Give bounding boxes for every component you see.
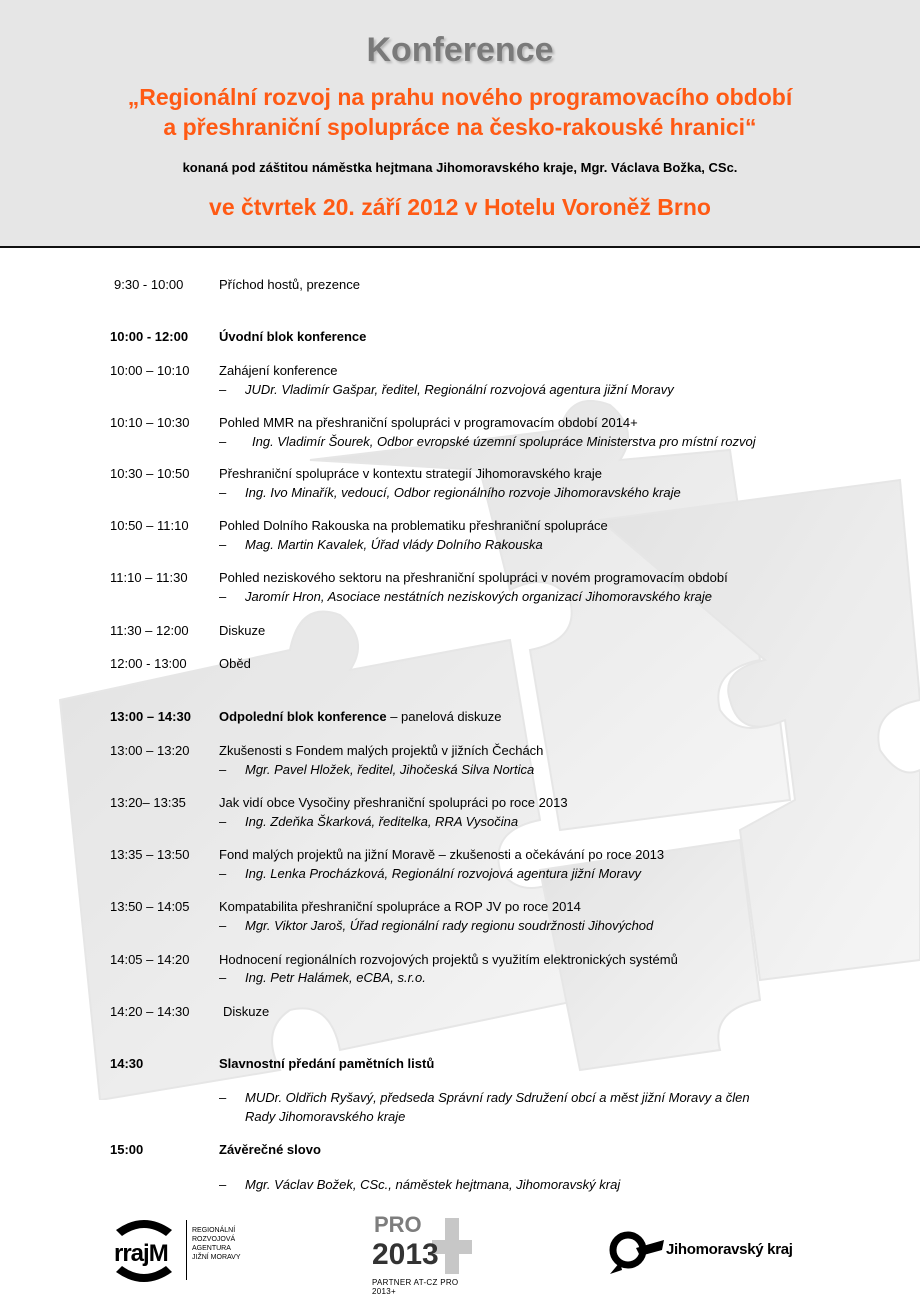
item-title: Zahájení konference [219, 363, 338, 378]
time-label: 13:50 – 14:05 [110, 899, 190, 914]
item-title: Diskuze [219, 623, 266, 638]
speaker-text: Mgr. Viktor Jaroš, Úřad regionální rady regionu soudržnosti Jihovýchod [245, 918, 654, 933]
time-label: 10:50 – 11:10 [110, 518, 189, 533]
time-label: 13:20– 13:35 [110, 795, 186, 810]
conference-subtitle-line2: a přeshraniční spolupráce na česko-rakouské hranici“ [163, 114, 757, 140]
time-label: 14:05 – 14:20 [110, 952, 190, 967]
time-label: 13:00 – 13:20 [110, 743, 190, 758]
block-title-extra: – panelová diskuze [386, 709, 502, 724]
speaker-text: Ing. Petr Halámek, eCBA, s.r.o. [245, 970, 426, 985]
time-label: 10:00 - 12:00 [110, 329, 189, 344]
speaker-text: Ing. Vladimír Šourek, Odbor evropské územní spolupráce Ministerstva pro místní rozvoj [252, 434, 756, 449]
rrajm-logo [108, 1212, 258, 1290]
time-label: 10:10 – 10:30 [110, 415, 190, 430]
item-title: Pohled Dolního Rakouska na problematiku přeshraniční spolupráce [219, 518, 608, 533]
time-label: 15:00 [110, 1142, 144, 1157]
item-title: Pohled neziskového sektoru na přeshraniční spolupráci v novém programovacím období [219, 570, 728, 585]
block-title: Úvodní blok konference [219, 329, 367, 344]
dash-bullet: – [219, 762, 227, 777]
dash-bullet: – [219, 589, 227, 604]
time-label: 13:35 – 13:50 [110, 847, 190, 862]
block-title: Závěrečné slovo [219, 1142, 321, 1157]
speaker-text: Mag. Martin Kavalek, Úřad vlády Dolního Rakouska [245, 537, 543, 552]
rrajm-logo-word: rrajM [114, 1240, 168, 1267]
time-label: 13:00 – 14:30 [110, 709, 191, 724]
speaker-text: JUDr. Vladimír Gašpar, ředitel, Regionální rozvojová agentura jižní Moravy [245, 382, 674, 397]
pro-logo-word: PRO [374, 1212, 422, 1237]
plus-icon-vertical [445, 1218, 459, 1274]
speaker-text: Mgr. Václav Božek, CSc., náměstek hejtmana, Jihomoravský kraj [245, 1177, 621, 1192]
time-label: 10:00 – 10:10 [110, 363, 190, 378]
pro-logo-caption: PARTNER AT-CZ PRO 2013+ [372, 1278, 459, 1296]
speaker-text: Ing. Zdeňka Škarková, ředitelka, RRA Vysočina [245, 814, 519, 829]
time-label: 14:30 [110, 1056, 144, 1071]
item-title: Jak vidí obce Vysočiny přeshraniční spolupráci po roce 2013 [219, 795, 568, 810]
block-title: Slavnostní předání pamětních listů [219, 1056, 435, 1071]
date-venue-line: ve čtvrtek 20. září 2012 v Hotelu Voroněž Brno [209, 194, 711, 220]
dash-bullet: – [219, 918, 227, 933]
pro-2013-logo [372, 1212, 482, 1296]
item-title: Zkušenosti s Fondem malých projektů v jižních Čechách [219, 743, 544, 758]
time-label: 12:00 - 13:00 [110, 656, 187, 671]
time-label: 10:30 – 10:50 [110, 466, 190, 481]
item-title: Diskuze [223, 1004, 270, 1019]
jmk-emblem-icon [606, 1226, 666, 1276]
speaker-text: Rady Jihomoravského kraje [245, 1109, 406, 1124]
item-title: Přeshraniční spolupráce v kontextu strategií Jihomoravského kraje [219, 466, 602, 481]
time-label: 11:10 – 11:30 [110, 570, 188, 585]
speaker-text: MUDr. Oldřich Ryšavý, předseda Správní rady Sdružení obcí a měst jižní Moravy a člen [245, 1090, 750, 1105]
dash-bullet: – [219, 537, 227, 552]
dash-bullet: – [219, 814, 227, 829]
dash-bullet: – [219, 866, 227, 881]
time-label: 11:30 – 12:00 [110, 623, 189, 638]
patronage-line: konaná pod záštitou náměstka hejtmana Jihomoravského kraje, Mgr. Václava Božka, CSc. [182, 160, 738, 175]
dash-bullet: – [219, 970, 227, 985]
header-banner [0, 0, 920, 248]
item-title: Příchod hostů, prezence [219, 277, 360, 292]
dash-bullet: – [219, 485, 227, 500]
dash-bullet: – [219, 434, 227, 449]
jmk-logo-text: Jihomoravský kraj [666, 1241, 793, 1258]
rrajm-logo-caption: REGIONÁLNÍ ROZVOJOVÁ AGENTURA JIŽNÍ MORAVY [192, 1227, 241, 1261]
speaker-text: Mgr. Pavel Hložek, ředitel, Jihočeská Silva Nortica [245, 762, 535, 777]
page-title: Konference [366, 31, 554, 69]
speaker-text: Ing. Lenka Procházková, Regionální rozvojová agentura jižní Moravy [245, 866, 641, 881]
conference-subtitle-line1: „Regionální rozvoj na prahu nového programovacího období [127, 84, 793, 110]
dash-bullet: – [219, 382, 227, 397]
pro-logo-year: 2013 [372, 1238, 439, 1271]
speaker-text: Ing. Ivo Minařík, vedoucí, Odbor regionálního rozvoje Jihomoravského kraje [245, 485, 681, 500]
time-label: 9:30 - 10:00 [114, 277, 184, 292]
jihomoravsky-kraj-logo [606, 1226, 826, 1276]
item-title: Pohled MMR na přeshraniční spolupráci v programovacím období 2014+ [219, 415, 638, 430]
item-title: Fond malých projektů na jižní Moravě – zkušenosti a očekávání po roce 2013 [219, 847, 665, 862]
dash-bullet: – [219, 1177, 227, 1192]
dash-bullet: – [219, 1090, 227, 1105]
speaker-text: Jaromír Hron, Asociace nestátních neziskových organizací Jihomoravského kraje [245, 589, 713, 604]
logo-divider [186, 1220, 187, 1280]
item-title: Kompatabilita přeshraniční spolupráce a ROP JV po roce 2014 [219, 899, 581, 914]
item-title: Oběd [219, 656, 251, 671]
block-title: Odpolední blok konference [219, 709, 387, 724]
item-title: Hodnocení regionálních rozvojových projektů s využitím elektronických systémů [219, 952, 678, 967]
time-label: 14:20 – 14:30 [110, 1004, 190, 1019]
